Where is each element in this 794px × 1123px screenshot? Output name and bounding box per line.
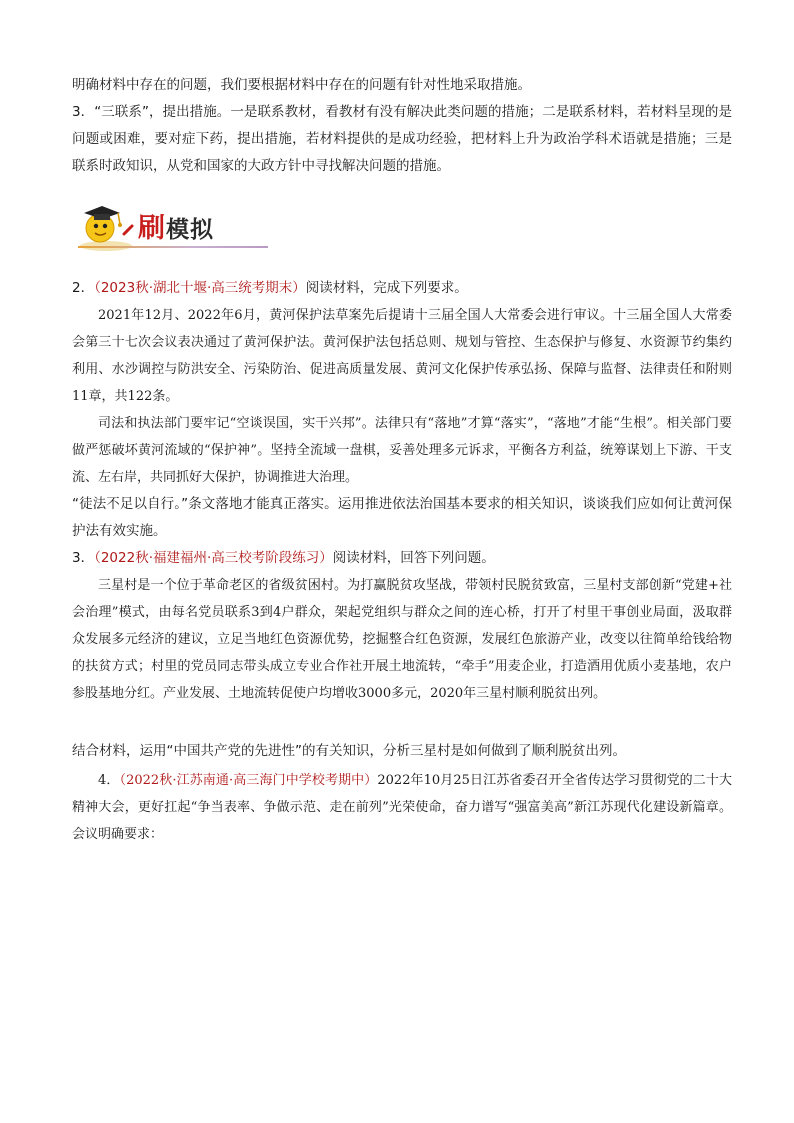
question-3-source: （2022秋·福建福州·高三校考阶段练习）	[94, 550, 333, 566]
intro-line: 明确材料中存在的问题，我们要根据材料中存在的问题有针对性地采取措施。	[72, 77, 531, 93]
banner-accent-char: 刷	[138, 213, 166, 244]
banner-title	[138, 206, 214, 245]
question-4-material: 2022年10月25日江苏省委召开全省传达学习贯彻党的二十大精神大会，更好扛起“争当表率、争做示范、走在前列”光荣使命，奋力谱写“强富美高”新江苏现代化建设新篇章。会议明确要求：	[72, 773, 732, 842]
question-3-number: 3．	[72, 550, 95, 566]
question-2-source: （2023秋·湖北十堰·高三统考期末）	[94, 280, 306, 296]
question-2-material-2: 司法和执法部门要牢记“空谈误国，实干兴邦”。法律只有“落地”才算“落实”，“落地”才能“生根”。相关部门要做严惩破坏黄河流域的“保护神”。坚持全流域一盘棋，妥善处理多元诉求，平衡各方利益，统筹谋划上下游、干支流、左右岸，共同抓好大保护，协调推进大治理。	[72, 416, 732, 485]
question-2-question: “徒法不足以自行。”条文落地才能真正落实。运用推进依法治国基本要求的相关知识，谈谈我们应如何让黄河保护法有效实施。	[72, 496, 732, 539]
question-2-prompt: 阅读材料，完成下列要求。	[305, 280, 468, 296]
question-2-header	[72, 275, 732, 302]
question-3-question: 结合材料，运用“中国共产党的先进性”的有关知识，分析三星村是如何做到了顺利脱贫出列。	[72, 743, 626, 759]
question-3-prompt: 阅读材料，回答下列问题。	[332, 550, 495, 566]
question-2-number: 2．	[72, 280, 95, 296]
banner-title-rest: 模拟	[166, 216, 214, 243]
banner-underline	[78, 246, 268, 248]
intro-point-3: 3．“三联系”，提出措施。一是联系教材，看教材有没有解决此类问题的措施；二是联系材料，若材料呈现的是问题或困难，要对症下药，提出措施，若材料提供的是成功经验，把材料上升为政治学科术语就是措施；三是联系时政知识，从党和国家的大政方针中寻找解决问题的措施。	[72, 104, 732, 174]
question-2-material-1: 2021年12月、2022年6月，黄河保护法草案先后提请十三届全国人大常委会进行审议。十三届全国人大常委会第三十七次会议表决通过了黄河保护法。黄河保护法包括总则、规划与管控、生态保护与修复、水资源节约集约利用、水沙调控与防洪安全、污染防治、促进高质量发展、黄河文化保护传承弘扬、保障与监督、法律责任和附则11章，共122条。	[72, 308, 732, 404]
question-3-material: 三星村是一个位于革命老区的省级贫困村。为打赢脱贫攻坚战，带领村民脱贫致富，三星村支部创新“党建+社会治理”模式，由每名党员联系3到4户群众，架起党组织与群众之间的连心桥，打开了村里干事创业局面，汲取群众发展多元经济的建议，立足当地红色资源优势，挖掘整合红色资源，发展红色旅游产业，改变以往简单给钱给物的扶贫方式；村里的党员同志带头成立专业合作社开展土地流转，“牵手”用麦企业，打造酒用优质小麦基地，农户参股基地分红。产业发展、土地流转促使户均增收3000多元，2020年三星村顺利脱贫出列。	[72, 578, 732, 701]
question-4-source: （2022秋·江苏南通·高三海门中学校考期中）	[119, 773, 378, 788]
question-3-header	[72, 545, 732, 572]
question-4-number: 4．	[98, 773, 120, 788]
question-4-block	[72, 767, 732, 848]
